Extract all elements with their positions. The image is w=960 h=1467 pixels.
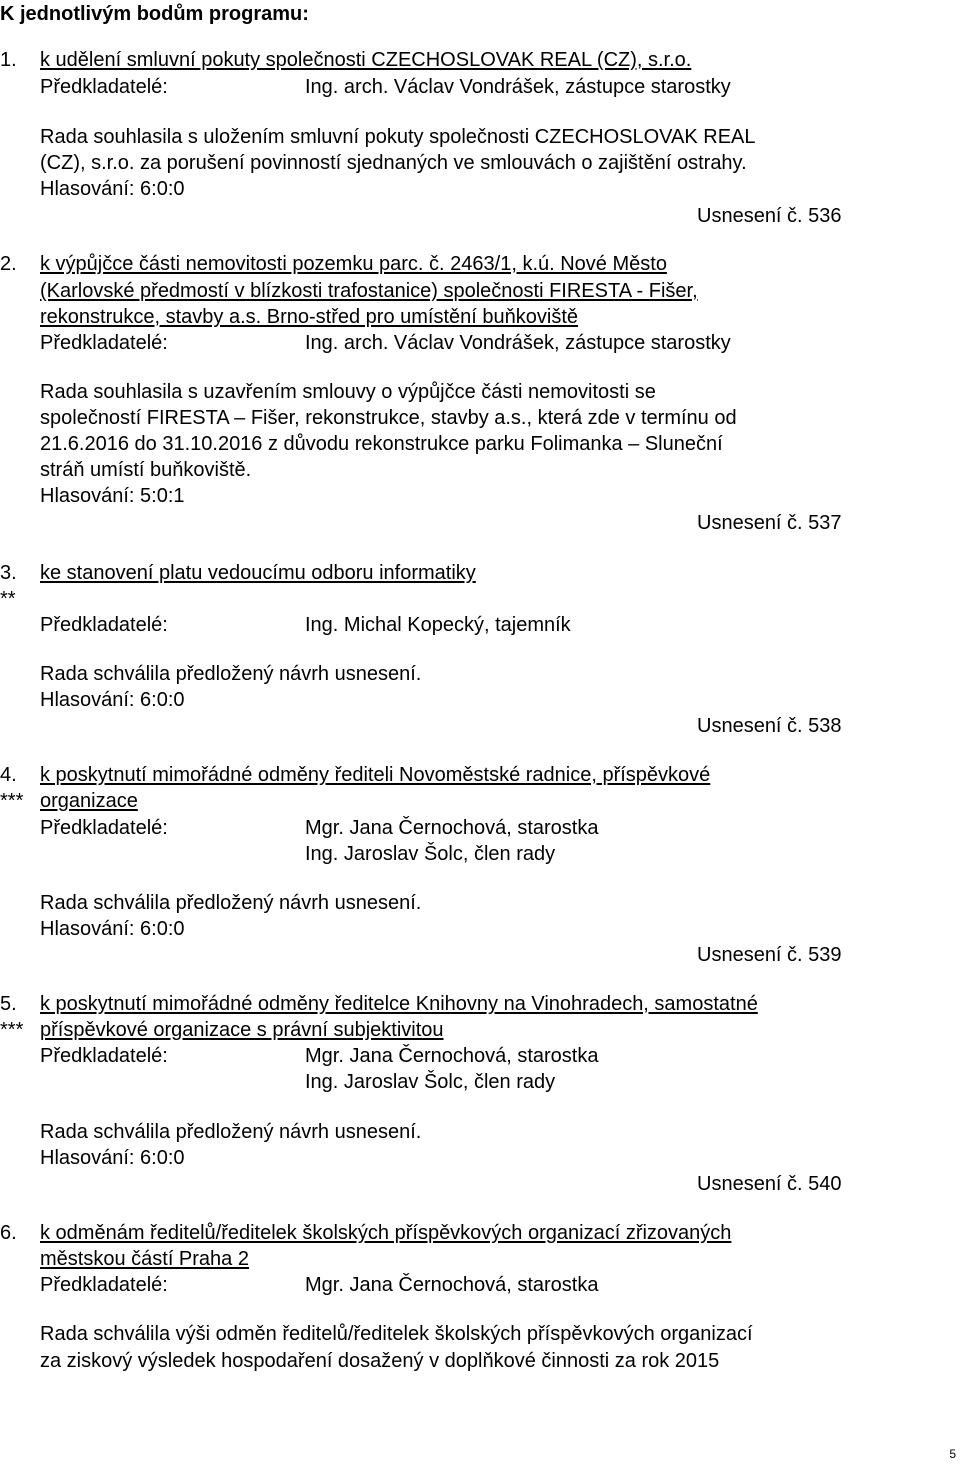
item-3-submitter-label: Předkladatelé: [40,614,168,636]
item-3-number: 3. [0,562,17,584]
item-1-title: k udělení smluvní pokuty společnosti CZECHOSLOVAK REAL (CZ), s.r.o. [40,49,692,71]
item-1-vote: Hlasování: 6:0:0 [40,178,185,200]
item-5-text: Rada schválila předložený návrh usnesení. [40,1121,422,1143]
item-2-text-line: Rada souhlasila s uzavřením smlouvy o výpůjčce části nemovitosti se [40,381,656,403]
item-3-text: Rada schválila předložený návrh usnesení. [40,663,422,685]
item-5-title-line: příspěvkové organizace s právní subjektivitou [40,1019,444,1041]
item-4-number: 4. [0,764,17,786]
item-2-submitter-label: Předkladatelé: [40,332,168,354]
page-heading: K jednotlivým bodům programu: [0,3,309,25]
item-2-number: 2. [0,253,17,275]
item-3-resolution: Usnesení č. 538 [697,715,842,737]
item-1-submitter: Ing. arch. Václav Vondrášek, zástupce starostky [305,76,731,98]
item-6-submitter: Mgr. Jana Černochová, starostka [305,1274,599,1296]
item-3-title: ke stanovení platu vedoucímu odboru informatiky [40,562,476,584]
item-5-submitter-label: Předkladatelé: [40,1045,168,1067]
item-2-text-line: stráň umístí buňkoviště. [40,459,252,481]
item-1-text-line: Rada souhlasila s uložením smluvní pokuty společnosti CZECHOSLOVAK REAL [40,126,756,148]
item-4-mark: *** [0,790,24,812]
item-4-title-line: organizace [40,790,138,812]
item-2-submitter: Ing. arch. Václav Vondrášek, zástupce starostky [305,332,731,354]
item-5-number: 5. [0,993,17,1015]
item-2-resolution: Usnesení č. 537 [697,512,842,534]
item-6-title-line: k odměnám ředitelů/ředitelek školských příspěvkových organizací zřizovaných [40,1222,732,1244]
item-4-title-line: k poskytnutí mimořádné odměny řediteli Novoměstské radnice, příspěvkové [40,764,711,786]
item-6-text-line: za ziskový výsledek hospodaření dosažený v doplňkové činnosti za rok 2015 [40,1350,720,1372]
item-6-number: 6. [0,1222,17,1244]
item-4-submitter: Mgr. Jana Černochová, starostka [305,817,599,839]
item-5-resolution: Usnesení č. 540 [697,1173,842,1195]
item-4-vote: Hlasování: 6:0:0 [40,918,185,940]
item-4-text: Rada schválila předložený návrh usnesení. [40,892,422,914]
item-6-submitter-label: Předkladatelé: [40,1274,168,1296]
item-6-text-line: Rada schválila výši odměn ředitelů/ředitelek školských příspěvkových organizací [40,1323,753,1345]
item-2-title-line: (Karlovské předmostí v blízkosti trafostanice) společnosti FIRESTA - Fišer, [40,280,698,302]
item-1-number: 1. [0,49,17,71]
item-5-vote: Hlasování: 6:0:0 [40,1147,185,1169]
item-4-submitter: Ing. Jaroslav Šolc, člen rady [305,843,556,865]
item-5-mark: *** [0,1019,24,1041]
item-5-submitter: Mgr. Jana Černochová, starostka [305,1045,599,1067]
item-1-text-line: (CZ), s.r.o. za porušení povinností sjednaných ve smlouvách o zajištění ostrahy. [40,152,747,174]
item-2-title-line: k výpůjčce části nemovitosti pozemku parc. č. 2463/1, k.ú. Nové Město [40,253,667,275]
item-5-title-line: k poskytnutí mimořádné odměny ředitelce Knihovny na Vinohradech, samostatné [40,993,758,1015]
page-number: 5 [949,1447,956,1461]
item-6-title-line: městskou částí Praha 2 [40,1248,249,1270]
item-2-text-line: společností FIRESTA – Fišer, rekonstrukce, stavby a.s., která zde v termínu od [40,407,737,429]
item-2-vote: Hlasování: 5:0:1 [40,485,185,507]
item-3-vote: Hlasování: 6:0:0 [40,689,185,711]
item-2-title-line: rekonstrukce, stavby a.s. Brno-střed pro umístění buňkoviště [40,306,579,328]
item-3-mark: ** [0,588,16,610]
item-2-text-line: 21.6.2016 do 31.10.2016 z důvodu rekonstrukce parku Folimanka – Sluneční [40,433,723,455]
item-5-submitter: Ing. Jaroslav Šolc, člen rady [305,1071,556,1093]
item-1-submitter-label: Předkladatelé: [40,76,168,98]
item-1-resolution: Usnesení č. 536 [697,205,842,227]
item-4-resolution: Usnesení č. 539 [697,944,842,966]
item-3-submitter: Ing. Michal Kopecký, tajemník [305,614,571,636]
item-4-submitter-label: Předkladatelé: [40,817,168,839]
